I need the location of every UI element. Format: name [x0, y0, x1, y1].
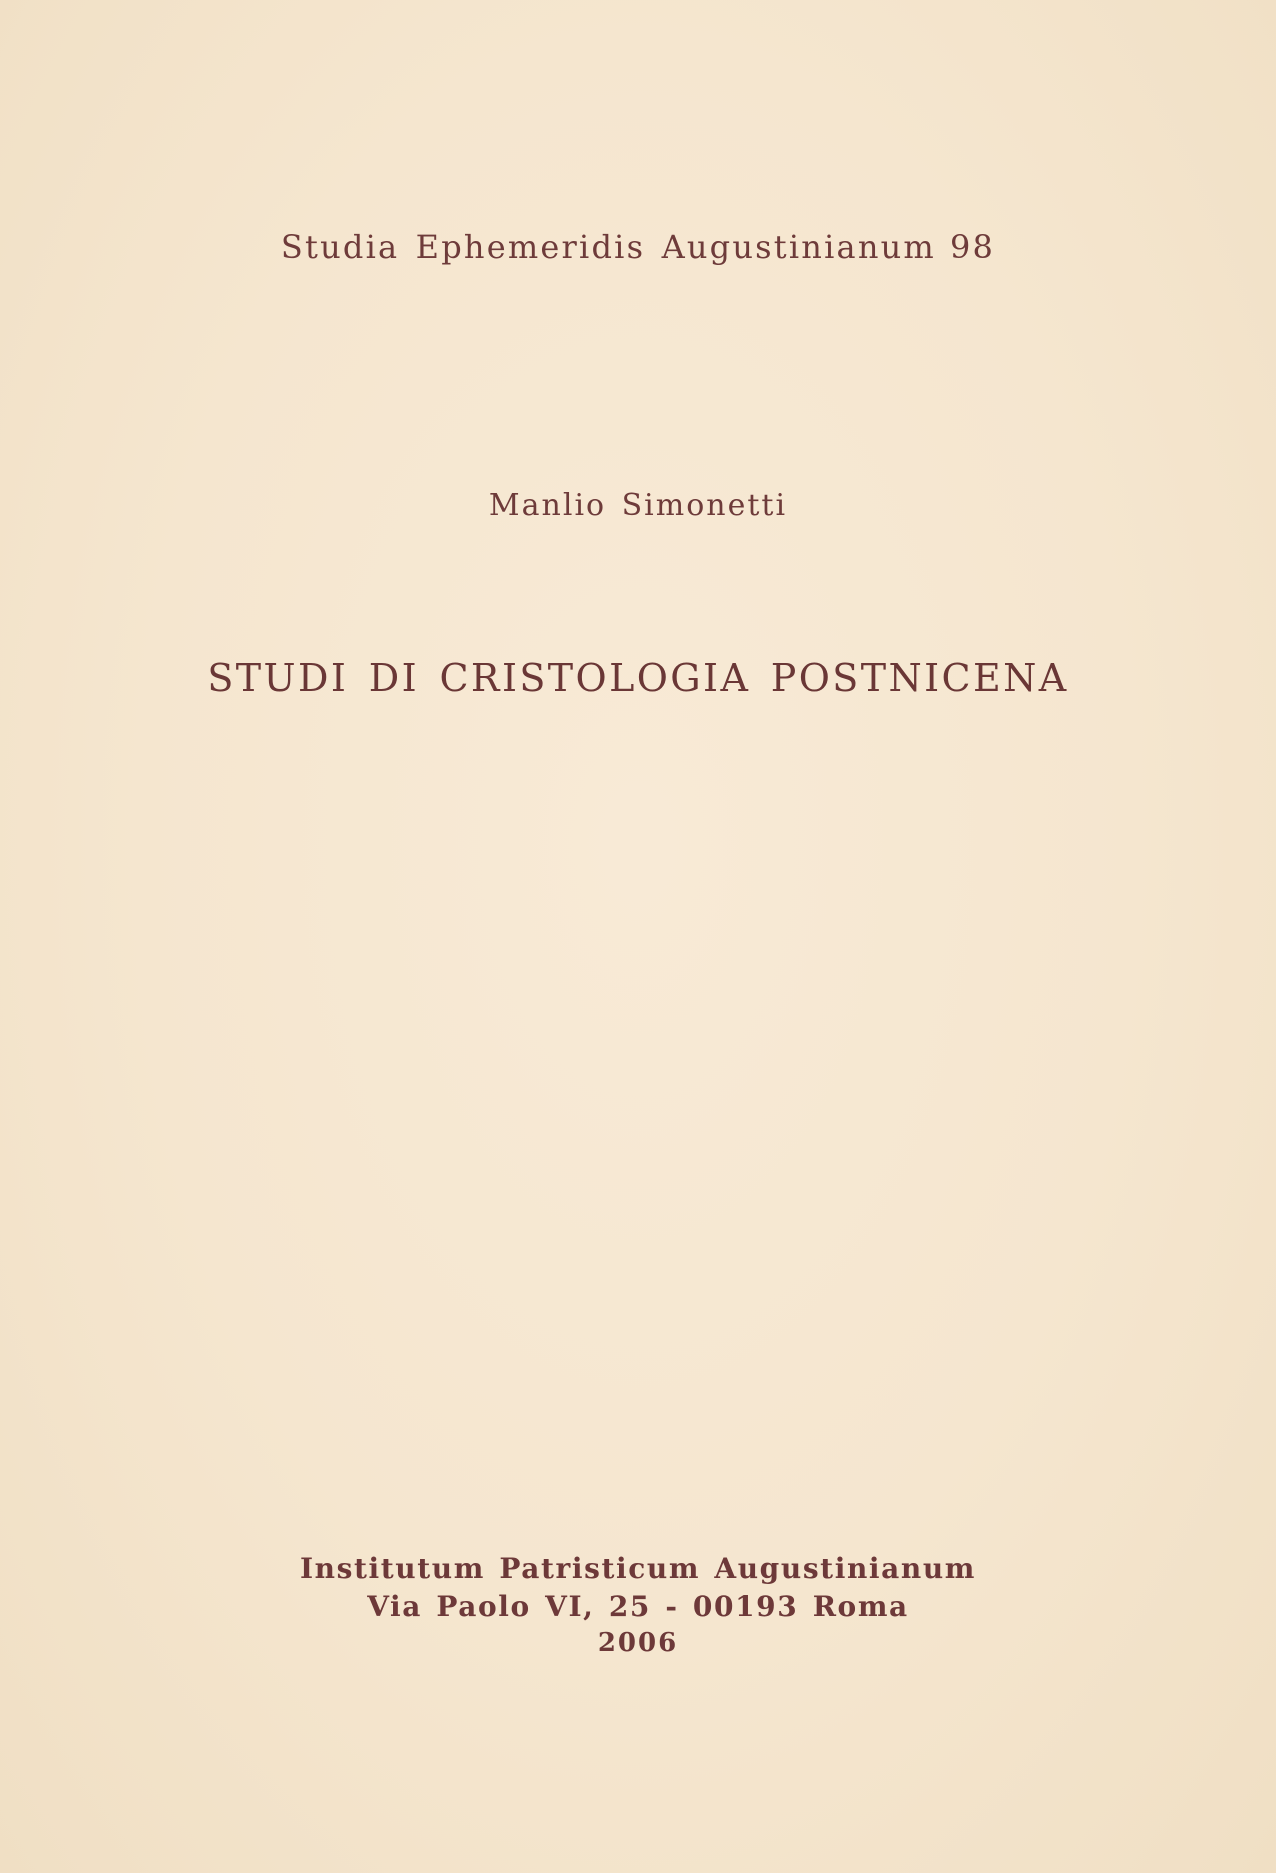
- series-number: 98: [949, 228, 996, 266]
- publisher-name: Institutum Patristicum Augustinianum: [299, 1552, 977, 1585]
- series-line: [0, 228, 1276, 266]
- series-name: Studia Ephemeridis Augustinianum: [280, 228, 936, 266]
- publication-year: 2006: [597, 1628, 679, 1658]
- author-name: Manlio Simonetti: [488, 488, 788, 523]
- book-title: STUDI DI CRISTOLOGIA POSTNICENA: [207, 656, 1069, 700]
- publisher-address: Via Paolo VI, 25 - 00193 Roma: [367, 1590, 909, 1623]
